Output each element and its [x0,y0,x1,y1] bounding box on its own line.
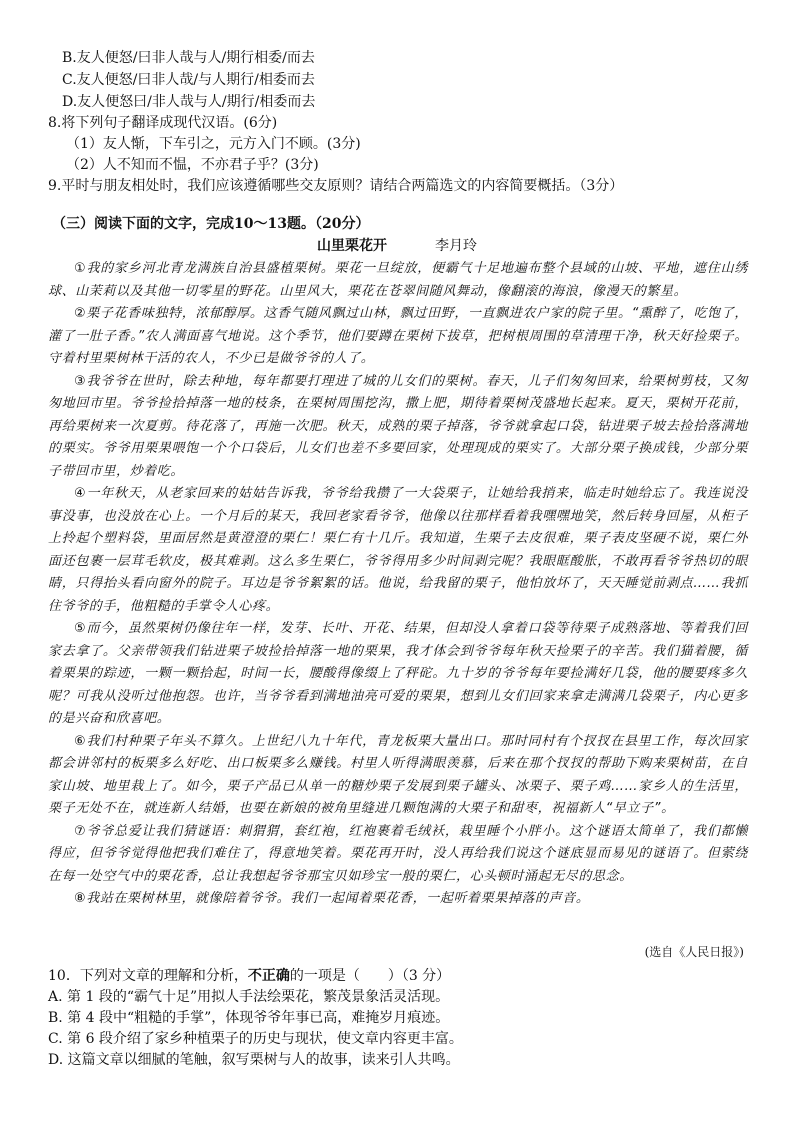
article-source: (选自《人民日报》) [644,945,744,959]
option-d-prev: D.友人便怒曰/非人哉与人/期行/相委而去 [62,94,316,110]
question-8-sentence-1: （1）友人惭，下车引之，元方入门不顾。(3分) [66,136,361,152]
paragraph-6: ⑥我们村种栗子年头不算久。上世纪八九十年代，青龙板栗大量出口。那时同村有个扠扠在县里工作，每次回家都会讲邻村的板栗多么好吃、出口板栗多么赚钱。村里人听得满眼羡慕，后来在那个扠扠的帮助下购来栗树苗，在自家山坡、地里栽上了。如今，栗子产品已从单一的糖炒栗子发展到栗子罐头、冰栗子、栗子鸡……家乡人的生活里，栗子无处不在，就连新人结婚，也要在新娘的被角里缝进几颗饱满的大栗子和甜枣，祝福新人“早立子”。 [48,733,748,816]
section-3-heading: （三）阅读下面的文字，完成10～13题。（20分） [52,216,370,232]
paragraph-7: ⑦爷爷总爱让我们猜谜语：刺猬猬，套红袍，红袍裹着毛绒袄，栽里睡个小胖小。这个谜语太简单了，我们都懒得应，但爷爷觉得他把我们难住了，得意地笑着。栗花再开时，没人再给我们说这个谜底显而易见的谜语了。但萦绕在每一处空气中的栗花香，总让我想起爷爷那宝贝如珍宝一般的栗仁，心头顿时涌起无尽的思念。 [48,823,748,884]
question-8-sentence-2: （2）人不知而不愠，不亦君子乎？(3分) [66,157,319,173]
paragraph-8: ⑧我站在栗树林里，就像陪着爷爷。我们一起闻着栗花香，一起听着栗果掉落的声音。 [74,891,590,906]
option-b-prev: B.友人便怒/曰非人哉与人/期行相委/而去 [62,50,315,66]
question-10-post: 的一项是（ ）（3 分） [289,968,451,984]
paragraph-3: ③我爷爷在世时，除去种地，每年都要打理进了城的儿女们的栗树。春天，儿子们匆匆回来，给栗树剪枝，又匆匆地回市里。爷爷捡拾掉落一地的枝条，在栗树周围挖沟，撒上肥，期待着栗树茂盛地长起来。夏天，栗树开花前，再给栗树来一次夏剪。待花落了，再施一次肥。秋天，成熟的栗子掉落，爷爷就拿起口袋，钻进栗子坡去捡拾落满地的栗实。爷爷用栗果喂饱一个个口袋后，儿女们也差不多要回家，处理现成的栗实了。大部分栗子换成钱，少部分栗子带回市里，炒着吃。 [48,373,748,479]
paragraph-2: ②栗子花香味独特，浓郁醇厚。这香气随风飘过山林，飘过田野，一直飘进农户家的院子里。“熏醉了，吃饱了，灌了一肚子香。”农人满面喜气地说。这个季节，他们要蹲在栗树下拔草，把树根周围的草清理干净，秋天好捡栗子。守着村里栗树林干活的农人，不少已是做爷爷的人了。 [48,306,748,366]
question-9-stem: 9.平时与朋友相处时，我们应该遵循哪些交友原则？请结合两篇选文的内容简要概括。（3分） [48,178,624,194]
choice-d: D. 这篇文章以细腻的笔触，叙写栗树与人的故事，读来引人共鸣。 [48,1052,460,1068]
choice-b: B. 第 4 段中“粗糙的手掌”，体现爷爷年事已高，难掩岁月痕迹。 [48,1010,450,1026]
article-title-line [0,236,794,256]
question-8-stem: 8.将下列句子翻译成现代汉语。(6分) [48,115,278,131]
choice-c: C. 第 6 段介绍了家乡种植栗子的历史与现状，使文章内容更丰富。 [48,1031,463,1047]
article-title: 山里栗花开 [317,238,387,254]
article-body [48,258,748,911]
paragraph-1: ①我的家乡河北青龙满族自治县盛植栗树。栗花一旦绽放，便霸气十足地遍布整个县域的山坡、平地，遮住山绣球、山茉莉以及其他一切零星的野花。山里风大，栗花在苍翠间随风舞动，像翻滚的海浪，像漫天的繁星。 [48,261,748,299]
question-10-stem [48,966,450,986]
question-10-emphasis: 不正确 [247,968,290,984]
option-c-prev: C.友人便怒/曰非人哉/与人期行/相委而去 [62,72,315,88]
article-author: 李月玲 [435,238,477,254]
question-10-pre: 10．下列对文章的理解和分析， [48,968,248,984]
paragraph-5: ⑤而今，虽然栗树仍像往年一样，发芽、长叶、开花、结果，但却没人拿着口袋等待栗子成熟落地、等着我们回家去拿了。父亲带领我们钻进栗子坡捡拾掉落一地的栗果，我才体会到爷爷每年秋天捡栗子的辛苦。我们猫着腰，循着栗果的踪迹，一颗一颗拾起，时间一长，腰酸得像缀上了秤砣。九十岁的爷爷每年要捡满好几袋，他的腰要疼多久呢？可我从没听过他抱怨。也许，当爷爷看到满地油亮可爱的栗果，想到儿女们回家来拿走满满几袋栗子，内心更多的是兴奋和欣喜吧。 [48,621,748,726]
paragraph-4: ④一年秋天，从老家回来的姑姑告诉我，爷爷给我攒了一大袋栗子，让她给我捎来，临走时她给忘了。我连说没事没事，也没放在心上。一个月后的某天，我回老家看爷爷，他像以往那样看着我嘿嘿地笑，然后转身回屋，从柜子上拎起个塑料袋，里面居然是黄澄澄的栗仁！栗仁有十几斤。我知道，生栗子去皮很难，栗子表皮坚硬不说，栗仁外面还包裹一层茸毛软皮，极其难剥。这么多生栗仁，爷爷得用多少时间剥完呢？我眼眶酸胀，不敢再看爷爷热切的眼睛，只得抬头看向窗外的院子。耳边是爷爷絮絮的话。他说，给我留的栗子，他怕放坏了，天天睡觉前剥点……我抓住爷爷的手，他粗糙的手掌令人心疼。 [48,486,748,614]
choice-a: A. 第 1 段的“霸气十足”用拟人手法绘栗花，繁茂景象活灵活现。 [48,989,450,1005]
